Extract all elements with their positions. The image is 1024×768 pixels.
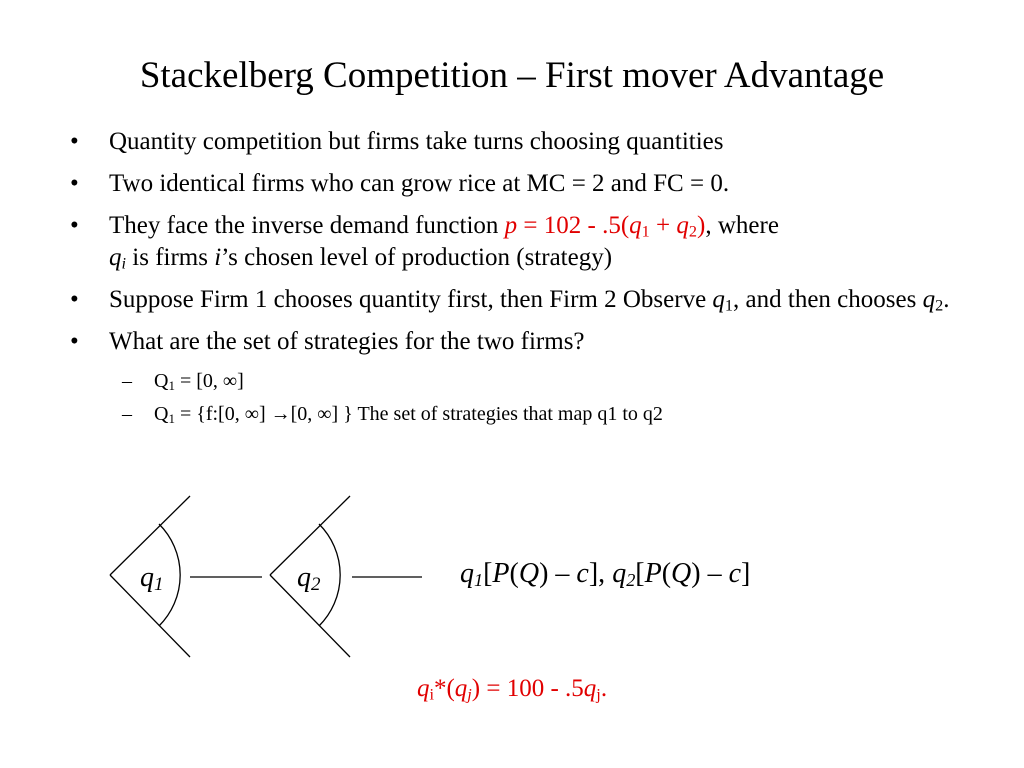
q-variable: q	[922, 286, 936, 313]
node2-label: q2	[297, 562, 321, 595]
node1-label: q1	[140, 562, 164, 595]
bullet-text-end: .	[943, 286, 950, 313]
payoff-expression: $q_1[P(Q) - c]$, $q_2[P(Q) - c]$	[460, 558, 751, 590]
sub-bullet-text: $Q_1$ = {f:[0, ∞] →[0, ∞] } The set of strategies that map q1 to q2	[154, 403, 663, 426]
bullet-text: What are the set of strategies for the two firms?	[109, 328, 585, 355]
bullet-marker: •	[70, 212, 79, 239]
bullet-marker: •	[70, 170, 79, 197]
bullet-text: Quantity competition but firms take turns choosing quantities	[109, 128, 724, 155]
bullet-text-mid: , and then chooses	[733, 286, 923, 313]
bullet-text: Two identical firms who can grow rice at MC = 2 and FC = 0.	[109, 170, 730, 197]
bullet-text-post: is firms	[126, 244, 215, 271]
q-subscript-1: 1	[724, 296, 734, 315]
q-variable: q	[712, 286, 725, 313]
q-variable: q	[109, 244, 122, 271]
bullet-text-end: ’s chosen level of production (strategy)	[221, 244, 613, 271]
q-subscript: i	[121, 254, 127, 273]
bullet-text-pre: They face the inverse demand function	[109, 212, 505, 239]
sub-bullet-marker: –	[122, 403, 132, 425]
node2-info-arc	[319, 524, 340, 626]
bullet-marker: •	[70, 328, 79, 355]
bullet-text-mid: , where	[705, 212, 779, 239]
best-response-function: $q_i*(q_j) = 100 - .5q_j$.	[416, 675, 608, 704]
bullet-marker: •	[70, 128, 79, 155]
sub-bullet-marker: –	[122, 370, 132, 392]
slide-title: Stackelberg Competition – First mover Advantage	[139, 55, 885, 96]
i-variable: i	[214, 244, 222, 271]
demand-equation: $p = 102 - .5(q_1 + q_2)$	[504, 212, 706, 241]
q-subscript-2: 2	[935, 296, 944, 315]
bullet-marker: •	[70, 286, 79, 313]
bullet-text-pre: Suppose Firm 1 chooses quantity first, then Firm 2 Observe	[109, 286, 713, 313]
sub-bullet-text: $Q_1 = [0$, ∞]	[154, 370, 244, 393]
